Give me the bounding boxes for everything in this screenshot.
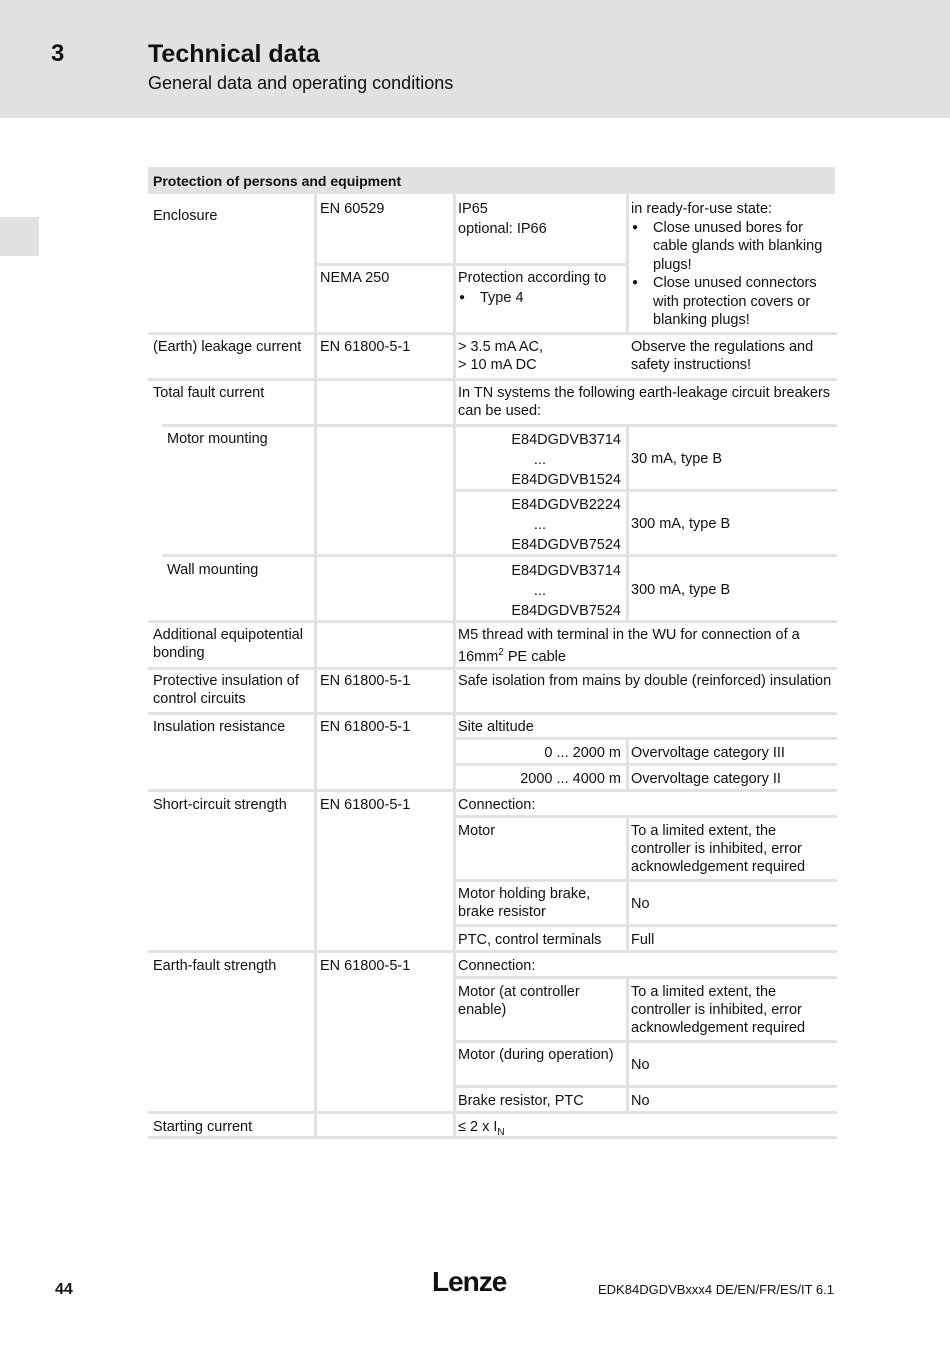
row-divider [456, 737, 837, 740]
ef-behaviour: No [631, 1057, 650, 1073]
site-altitude-heading: Site altitude [458, 719, 534, 735]
enclosure-standard: EN 60529 [320, 201, 385, 217]
earth-fault-standard: EN 61800-5-1 [320, 958, 411, 974]
model-start: E84DGDVB3714 [511, 563, 621, 579]
bonding-label: Additional equipotential bonding [153, 627, 303, 661]
row-divider [148, 1111, 837, 1114]
altitude-range-2: 2000 ... 4000 m [520, 771, 621, 787]
model-start: E84DGDVB2224 [511, 497, 621, 513]
row-divider [456, 815, 837, 818]
ef-connection: Brake resistor, PTC [458, 1093, 584, 1109]
short-circuit-standard: EN 61800-5-1 [320, 797, 411, 813]
starting-current-value [453, 1115, 837, 1142]
ef-connection: Motor (during operation) [458, 1047, 614, 1063]
chapter-title: Technical data [148, 40, 320, 68]
leakage-label: (Earth) leakage current [153, 339, 302, 355]
lenze-logo: Lenze [432, 1266, 507, 1297]
row-divider [456, 976, 837, 979]
short-circuit-label: Short-circuit strength [153, 797, 287, 813]
row-divider [148, 789, 837, 792]
leakage-values [453, 335, 626, 374]
note-bullet: ● Close unused connectors with protection covers or blanking plugs! [631, 274, 832, 330]
bonding-text [453, 623, 837, 666]
leakage-note: Observe the regulations and safety instructions! [631, 339, 814, 373]
model-ellipsis: ... [533, 583, 546, 599]
motor-mounting-range-2 [453, 492, 626, 555]
model-end: E84DGDVB7524 [511, 603, 621, 619]
bonding-text-main: M5 thread with terminal in the WU for connection of a 16mm [458, 627, 800, 665]
protective-label: Protective insulation of control circuits [153, 673, 299, 707]
ef-connection: Motor (at controller enable) [458, 984, 580, 1018]
row-divider [456, 763, 837, 766]
motor-mounting-value-2: 300 mA, type B [631, 516, 731, 532]
type-4: ● Type 4 [458, 289, 621, 307]
document-id: EDK84DGDVBxxx4 DE/EN/FR/ES/IT 6.1 [598, 1282, 834, 1297]
page-header [0, 0, 950, 118]
earth-fault-connection-heading: Connection: [458, 958, 536, 974]
chapter-subtitle: General data and operating conditions [148, 73, 454, 93]
earth-fault-label: Earth-fault strength [153, 958, 277, 974]
chapter-number: 3 [51, 40, 65, 67]
sc-connection: Motor [458, 823, 496, 839]
model-end: E84DGDVB1524 [511, 472, 621, 488]
row-divider [456, 1085, 837, 1088]
enclosure-label: Enclosure [153, 208, 218, 224]
short-circuit-connection-heading: Connection: [458, 797, 536, 813]
wall-mounting-label: Wall mounting [167, 562, 259, 578]
ef-behaviour: No [631, 1093, 650, 1109]
starting-current-label: Starting current [153, 1119, 253, 1135]
altitude-range-1: 0 ... 2000 m [544, 745, 621, 761]
bonding-superscript: 2 [498, 647, 504, 658]
ip66-optional: optional: IP66 [458, 221, 547, 237]
insulation-standard: EN 61800-5-1 [320, 719, 411, 735]
sc-behaviour: Full [631, 932, 655, 948]
page-number: 44 [55, 1281, 73, 1298]
bonding-text-end: PE cable [503, 648, 566, 665]
side-tab-marker [0, 217, 39, 256]
model-end: E84DGDVB7524 [511, 537, 621, 553]
insulation-label: Insulation resistance [153, 719, 286, 735]
row-divider [148, 950, 837, 953]
model-ellipsis: ... [533, 517, 546, 533]
motor-mounting-range-1 [453, 427, 626, 490]
leakage-standard: EN 61800-5-1 [320, 339, 411, 355]
fault-text: In TN systems the following earth-leakage circuit breakers can be used: [458, 385, 831, 419]
overvoltage-category-1: Overvoltage category III [631, 745, 785, 761]
ip65: IP65 [458, 201, 488, 217]
starting-current-subscript: N [497, 1126, 505, 1138]
model-ellipsis: ... [533, 452, 546, 468]
sc-connection: PTC, control terminals [458, 932, 602, 948]
ef-behaviour: To a limited extent, the controller is inhibited, error acknowledgement required [631, 984, 806, 1036]
motor-mounting-value-1: 30 mA, type B [631, 451, 723, 467]
leakage-ac: > 3.5 mA AC, [458, 339, 544, 355]
enclosure-ip-rating [453, 197, 626, 238]
nema-standard: NEMA 250 [320, 270, 390, 286]
motor-mounting-label: Motor mounting [167, 431, 268, 447]
wall-mounting-value: 300 mA, type B [631, 582, 731, 598]
table-title: Protection of persons and equipment [148, 167, 835, 194]
enclosure-note [626, 197, 837, 330]
overvoltage-category-2: Overvoltage category II [631, 771, 781, 787]
row-divider [456, 924, 837, 927]
leakage-dc: > 10 mA DC [458, 357, 537, 373]
note-bullet: ● Close unused bores for cable glands with blanking plugs! [631, 219, 832, 275]
model-start: E84DGDVB3714 [511, 432, 621, 448]
protective-standard: EN 61800-5-1 [320, 673, 411, 689]
fault-label: Total fault current [153, 385, 265, 401]
protective-text: Safe isolation from mains by double (reinforced) insulation [458, 673, 832, 689]
note-heading: in ready-for-use state: [631, 201, 773, 217]
starting-current-main: ≤ 2 x I [458, 1119, 498, 1135]
protection-label: Protection according to [458, 270, 607, 286]
sc-connection: Motor holding brake, brake resistor [458, 886, 591, 920]
nema-rating [453, 266, 626, 307]
wall-mounting-range [453, 558, 626, 621]
sc-behaviour: To a limited extent, the controller is inhibited, error acknowledgement required [631, 823, 806, 875]
sc-behaviour: No [631, 896, 650, 912]
